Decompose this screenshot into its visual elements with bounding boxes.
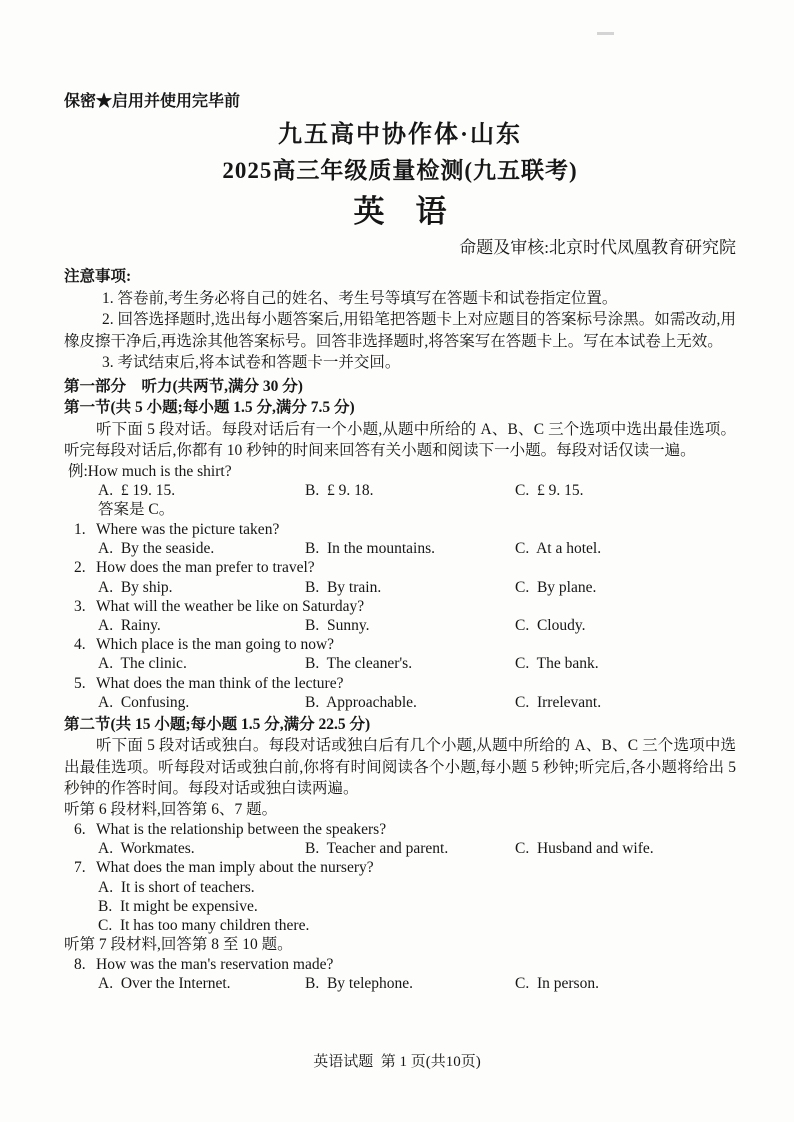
question-number: 6. [74,820,86,838]
options-row [98,693,736,712]
question-8 [74,955,736,993]
example-prompt: 例:How much is the shirt? [68,462,232,480]
question-number: 7. [74,859,86,877]
options-row [98,839,736,858]
example-block [74,481,736,520]
exam-author-credit: 命题及审核:北京时代凤凰教育研究院 [459,238,736,257]
question-text: Which place is the man going to now? [96,636,335,654]
option-a: A. By the seaside. [98,540,215,558]
notice-item-3: 3. 考试结束后,将本试卷和答题卡一并交回。 [102,354,401,371]
exam-title: 2025高三年级质量检测(九五联考) [222,158,578,183]
option-a: A. By ship. [98,578,173,596]
section1-heading: 第一节(共 5 小题;每小题 1.5 分,满分 7.5 分) [64,399,355,416]
question-number: 8. [74,956,86,974]
option-c: C. It has too many children there. [98,916,310,934]
question-text: How does the man prefer to travel? [96,559,315,577]
option-c: C. By plane. [515,578,597,596]
material-6-prompt: 听第 6 段材料,回答第 6、7 题。 [64,800,278,818]
option-a: A. The clinic. [98,655,187,673]
question-number: 1. [74,520,86,538]
question-text: How was the man's reservation made? [96,956,334,974]
example-option-a: A. £ 19. 15. [98,481,176,499]
options-row [98,616,736,635]
option-a: A. Over the Internet. [98,975,231,993]
example-answer-note: 答案是 C。 [98,500,175,518]
option-c: C. In person. [515,975,599,993]
option-c: C. Irrelevant. [515,693,602,711]
section2-heading: 第二节(共 15 小题;每小题 1.5 分,满分 22.5 分) [64,715,371,733]
question-text: What will the weather be like on Saturday? [96,597,365,615]
organization-title: 九五高中协作体·山东 [277,122,522,148]
options-row [98,539,736,558]
option-b: B. Teacher and parent. [305,840,449,858]
option-b: B. By telephone. [305,975,414,993]
question-4 [74,635,736,673]
question-2 [74,558,736,596]
page-footer: 英语试题 第 1 页(共10页) [313,1054,481,1070]
option-a: A. Confusing. [98,693,190,711]
material-7-prompt: 听第 7 段材料,回答第 8 至 10 题。 [64,936,293,954]
example-options-row [98,481,736,500]
question-text: Where was the picture taken? [96,520,280,538]
options-row [98,578,736,597]
question-5 [74,674,736,712]
question-number: 5. [74,674,86,692]
scan-artifact-mark [597,32,614,35]
option-b: B. It might be expensive. [98,897,258,915]
option-a: A. It is short of teachers. [98,878,255,896]
notice-heading: 注意事项: [64,268,132,285]
question-6 [74,820,736,858]
option-c: C. Husband and wife. [515,840,654,858]
question-text: What is the relationship between the speakers? [96,820,387,838]
option-a: A. Rainy. [98,616,161,634]
section2-instructions: 听下面 5 段对话或独白。每段对话或独白后有几个小题,从题中所给的 A、B、C 三个选项中选出最佳选项。听每段对话或独白前,你将有时间阅读各个小题,每小题 5 秒钟;听完后,各小题将给出 5 秒钟的作答时间。每段对话或独白读两遍。 [64,737,736,798]
question-number: 2. [74,559,86,577]
option-c: C. The bank. [515,655,599,673]
question-7 [74,858,736,935]
notice-item-2: 2. 回答选择题时,选出每小题答案后,用铅笔把答题卡上对应题目的答案标号涂黑。如需改动,用橡皮擦干净后,再选涂其他答案标号。回答非选择题时,将答案写在答题卡上。写在本试卷上无效。 [64,311,736,350]
option-b: B. Approachable. [305,693,417,711]
part1-heading: 第一部分 听力(共两节,满分 30 分) [64,377,303,395]
option-a: A. Workmates. [98,840,195,858]
security-classification-label: 保密★启用并使用完毕前 [64,93,241,110]
option-c: C. At a hotel. [515,540,602,558]
section1-instructions: 听下面 5 段对话。每段对话后有一个小题,从题中所给的 A、B、C 三个选项中选出最佳选项。听完每段对话后,你都有 10 秒钟的时间来回答有关小题和阅读下一小题。每段对话仅读一遍。 [64,420,736,459]
question-text: What does the man imply about the nursery? [96,859,374,877]
example-option-b: B. £ 9. 18. [305,481,374,499]
question-number: 4. [74,636,86,654]
notice-item-1: 1. 答卷前,考生务必将自己的姓名、考生号等填写在答题卡和试卷指定位置。 [102,289,618,307]
question-3 [74,597,736,635]
option-c: C. Cloudy. [515,616,586,634]
question-1 [74,520,736,558]
option-b: B. In the mountains. [305,540,436,558]
question-text: What does the man think of the lecture? [96,674,344,692]
options-row [98,654,736,673]
option-b: B. By train. [305,578,382,596]
page-content [64,92,736,994]
options-row [98,974,736,993]
option-b: B. The cleaner's. [305,655,413,673]
example-option-c: C. £ 9. 15. [515,481,584,499]
subject-title: 英 语 [353,194,447,229]
question-number: 3. [74,597,86,615]
option-b: B. Sunny. [305,616,370,634]
